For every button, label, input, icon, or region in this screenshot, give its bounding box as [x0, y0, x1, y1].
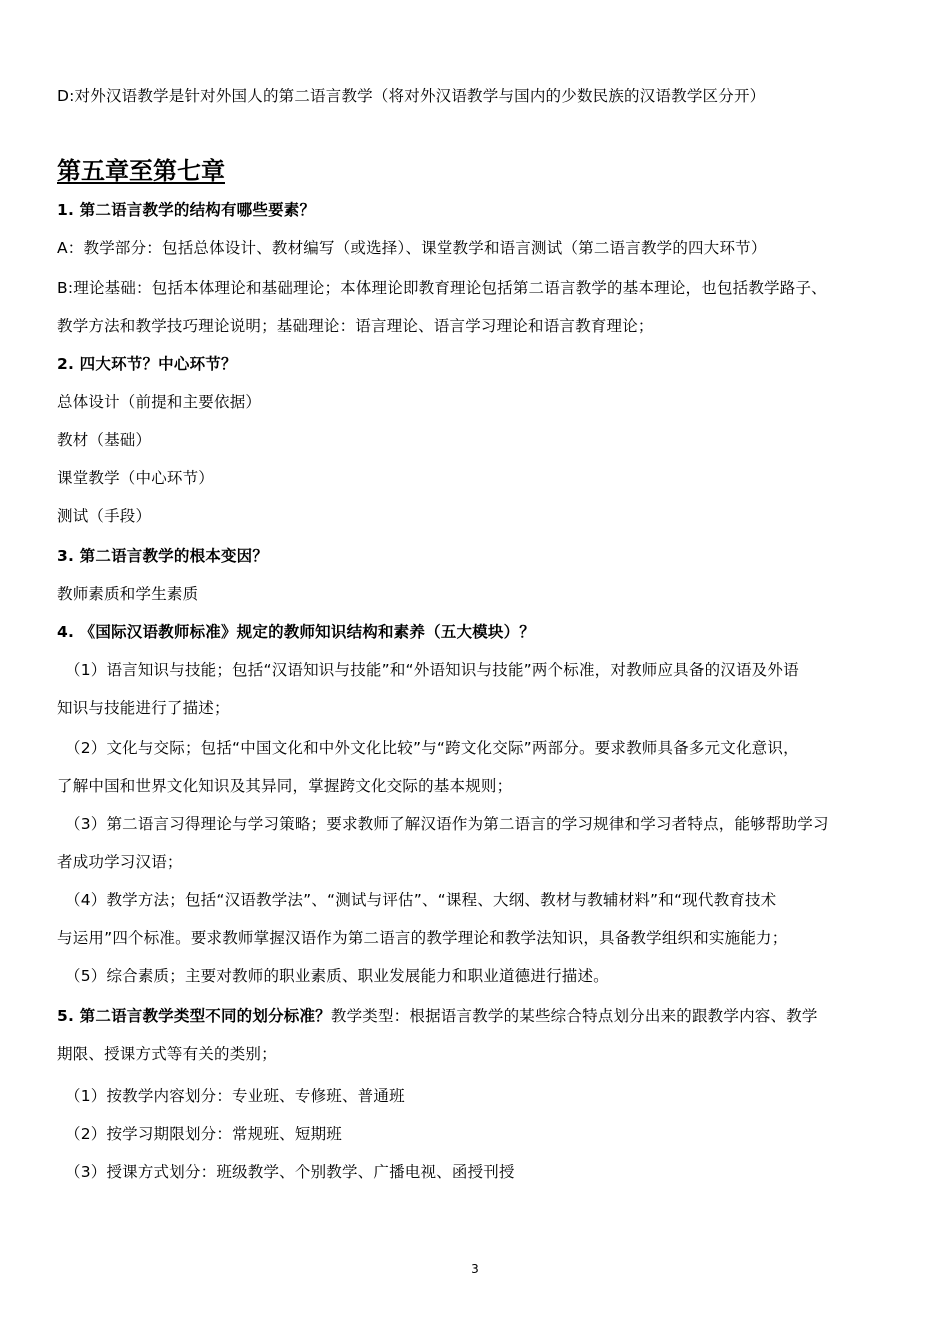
- answer-3: 教师素质和学生素质: [57, 585, 199, 603]
- answer-4-1-line1: （1）语言知识与技能；包括“汉语知识与技能”和“外语知识与技能”两个标准，对教师应具备的汉语及外语: [65, 661, 799, 679]
- answer-1a: A：教学部分：包括总体设计、教材编写（或选择）、课堂教学和语言测试（第二语言教学的四大环节）: [57, 239, 767, 257]
- question-5-definition-line2: 期限、授课方式等有关的类别；: [57, 1045, 277, 1063]
- answer-1b-line2: 教学方法和教学技巧理论说明；基础理论：语言理论、语言学习理论和语言教育理论；: [57, 317, 654, 335]
- question-1: 1. 第二语言教学的结构有哪些要素？: [57, 201, 316, 219]
- answer-5-item3: （3）授课方式划分：班级教学、个别教学、广播电视、函授刊授: [65, 1163, 515, 1181]
- answer-4-4-line1: （4）教学方法；包括“汉语教学法”、“测试与评估”、“课程、大纲、教材与教辅材料”和“现代教育技术: [65, 891, 777, 909]
- page-number: 3: [471, 1262, 479, 1276]
- answer-2-item2: 教材（基础）: [57, 431, 152, 449]
- question-2: 2. 四大环节？中心环节？: [57, 355, 237, 373]
- question-5-title: 5. 第二语言教学类型不同的划分标准？: [57, 1007, 331, 1025]
- answer-4-3-line1: （3）第二语言习得理论与学习策略；要求教师了解汉语作为第二语言的学习规律和学习者特点，能够帮助学习: [65, 815, 829, 833]
- answer-5-item2: （2）按学习期限划分：常规班、短期班: [65, 1125, 342, 1143]
- answer-2-item3: 课堂教学（中心环节）: [57, 469, 215, 487]
- answer-4-3-line2: 者成功学习汉语；: [57, 853, 183, 871]
- question-5-definition: 教学类型：根据语言教学的某些综合特点划分出来的跟教学内容、教学: [330, 1007, 818, 1025]
- answer-2-item4: 测试（手段）: [57, 507, 152, 525]
- question-3: 3. 第二语言教学的根本变因？: [57, 547, 269, 565]
- answer-1b-line1: B:理论基础：包括本体理论和基础理论；本体理论即教育理论包括第二语言教学的基本理论，也包括教学路子、: [57, 279, 827, 297]
- answer-4-2-line2: 了解中国和世界文化知识及其异同，掌握跨文化交际的基本规则；: [57, 777, 513, 795]
- answer-4-1-line2: 知识与技能进行了描述；: [57, 699, 230, 717]
- question-4: 4. 《国际汉语教师标准》规定的教师知识结构和素养（五大模块）？: [57, 623, 535, 641]
- chapter-title: 第五章至第七章: [57, 157, 225, 185]
- answer-4-4-line2: 与运用”四个标准。要求教师掌握汉语作为第二语言的教学理论和教学法知识，具备教学组织和实施能力；: [57, 929, 788, 947]
- answer-4-2-line1: （2）文化与交际；包括“中国文化和中外文化比较”与“跨文化交际”两部分。要求教师具备多元文化意识，: [65, 739, 799, 757]
- paragraph-d: D:对外汉语教学是针对外国人的第二语言教学（将对外汉语教学与国内的少数民族的汉语教学区分开）: [57, 87, 766, 105]
- answer-4-5: （5）综合素质；主要对教师的职业素质、职业发展能力和职业道德进行描述。: [65, 967, 609, 985]
- answer-5-item1: （1）按教学内容划分：专业班、专修班、普通班: [65, 1087, 405, 1105]
- question-5: [57, 1006, 897, 1026]
- answer-2-item1: 总体设计（前提和主要依据）: [57, 393, 262, 411]
